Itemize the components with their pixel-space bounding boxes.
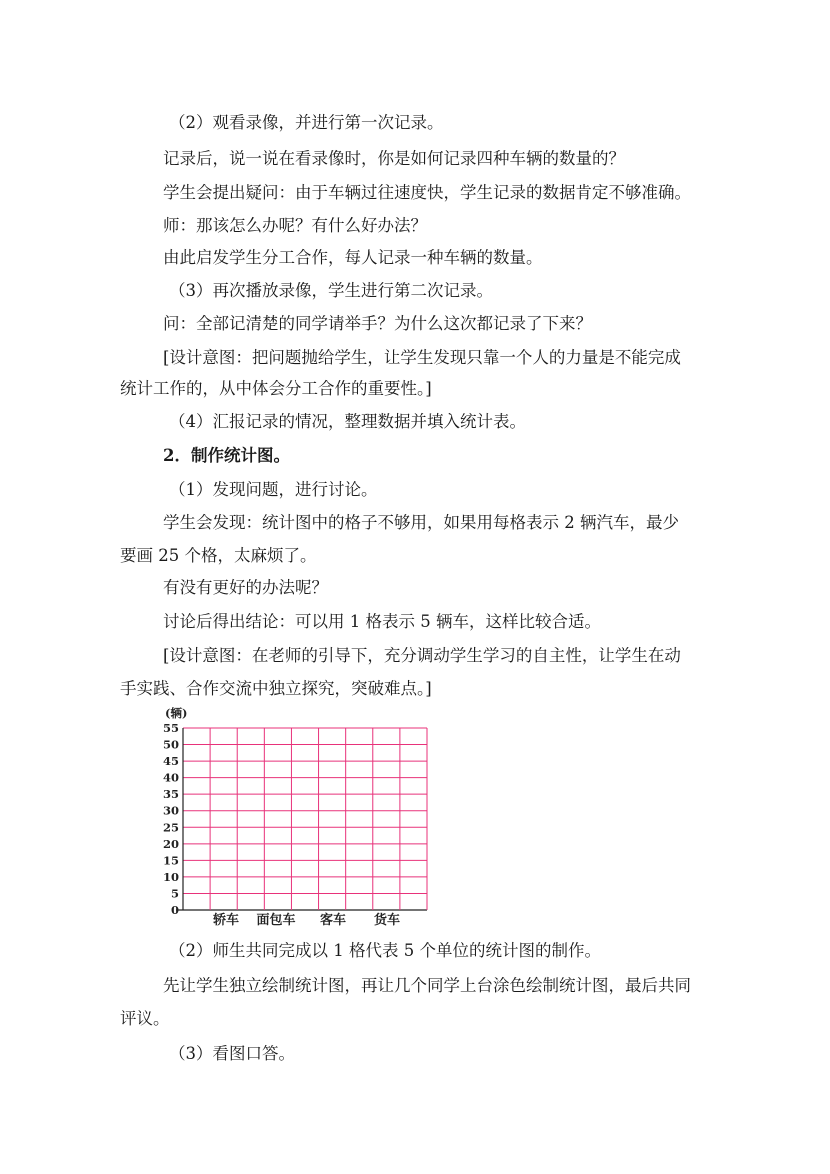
x-category-label: 货车	[373, 913, 401, 928]
y-tick-label: 40	[162, 770, 179, 785]
paragraph-14: 要画 25 个格，太麻烦了。	[120, 546, 317, 565]
paragraph-13: 学生会发现：统计图中的格子不够用，如果用每格表示 2 辆汽车，最少	[163, 513, 679, 532]
paragraph-9: 统计工作的，从中体会分工合作的重要性。]	[120, 379, 432, 398]
paragraph-7: 问：全部记清楚的同学请举手？为什么这次都记录了下来？	[163, 314, 592, 333]
paragraph-21: 评议。	[120, 1009, 170, 1028]
y-axis-label: (辆)	[165, 706, 188, 720]
paragraph-18: 手实践、合作交流中独立探究，突破难点。]	[120, 679, 432, 698]
y-tick-label: 5	[170, 886, 179, 901]
y-tick-label: 50	[162, 737, 179, 752]
paragraph-15: 有没有更好的办法呢？	[163, 578, 328, 597]
paragraph-6: （3）再次播放录像，学生进行第二次记录。	[169, 281, 493, 300]
paragraph-10: （4）汇报记录的情况，整理数据并填入统计表。	[169, 412, 526, 431]
y-tick-label: 35	[162, 787, 179, 802]
section-heading: 2．制作统计图。	[163, 446, 290, 465]
y-tick-label: 10	[162, 869, 179, 884]
paragraph-17: [设计意图：在老师的引导下，充分调动学生学习的自主性，让学生在动	[163, 646, 681, 665]
y-tick-label: 0	[170, 903, 179, 917]
y-tick-label: 30	[162, 803, 179, 818]
y-tick-label: 20	[162, 836, 179, 851]
x-category-label: 轿车	[212, 913, 240, 928]
paragraph-1: （2）观看录像，并进行第一次记录。	[169, 113, 444, 132]
y-tick-label: 15	[162, 853, 179, 868]
paragraph-5: 由此启发学生分工合作，每人记录一种车辆的数量。	[163, 248, 543, 267]
y-tick-label: 55	[162, 721, 179, 735]
paragraph-16: 讨论后得出结论：可以用 1 格表示 5 辆车，这样比较合适。	[163, 612, 601, 631]
bar-chart-grid	[0, 700, 830, 940]
y-tick-label: 25	[162, 820, 179, 835]
x-category-label: 面包车	[256, 913, 296, 928]
paragraph-4: 师：那该怎么办呢？有什么好办法？	[163, 216, 427, 235]
paragraph-8: [设计意图：把问题抛给学生，让学生发现只靠一个人的力量是不能完成	[163, 348, 681, 367]
paragraph-3: 学生会提出疑问：由于车辆过往速度快，学生记录的数据肯定不够准确。	[163, 183, 691, 202]
y-tick-label: 45	[162, 754, 179, 769]
paragraph-2: 记录后，说一说在看录像时，你是如何记录四种车辆的数量的？	[163, 149, 625, 168]
paragraph-19: （2）师生共同完成以 1 格代表 5 个单位的统计图的制作。	[169, 941, 601, 960]
x-category-label: 客车	[319, 913, 347, 928]
paragraph-20: 先让学生独立绘制统计图，再让几个同学上台涂色绘制统计图，最后共同	[163, 976, 691, 995]
paragraph-12: （1）发现问题，进行讨论。	[169, 480, 378, 499]
paragraph-22: （3）看图口答。	[169, 1044, 295, 1063]
